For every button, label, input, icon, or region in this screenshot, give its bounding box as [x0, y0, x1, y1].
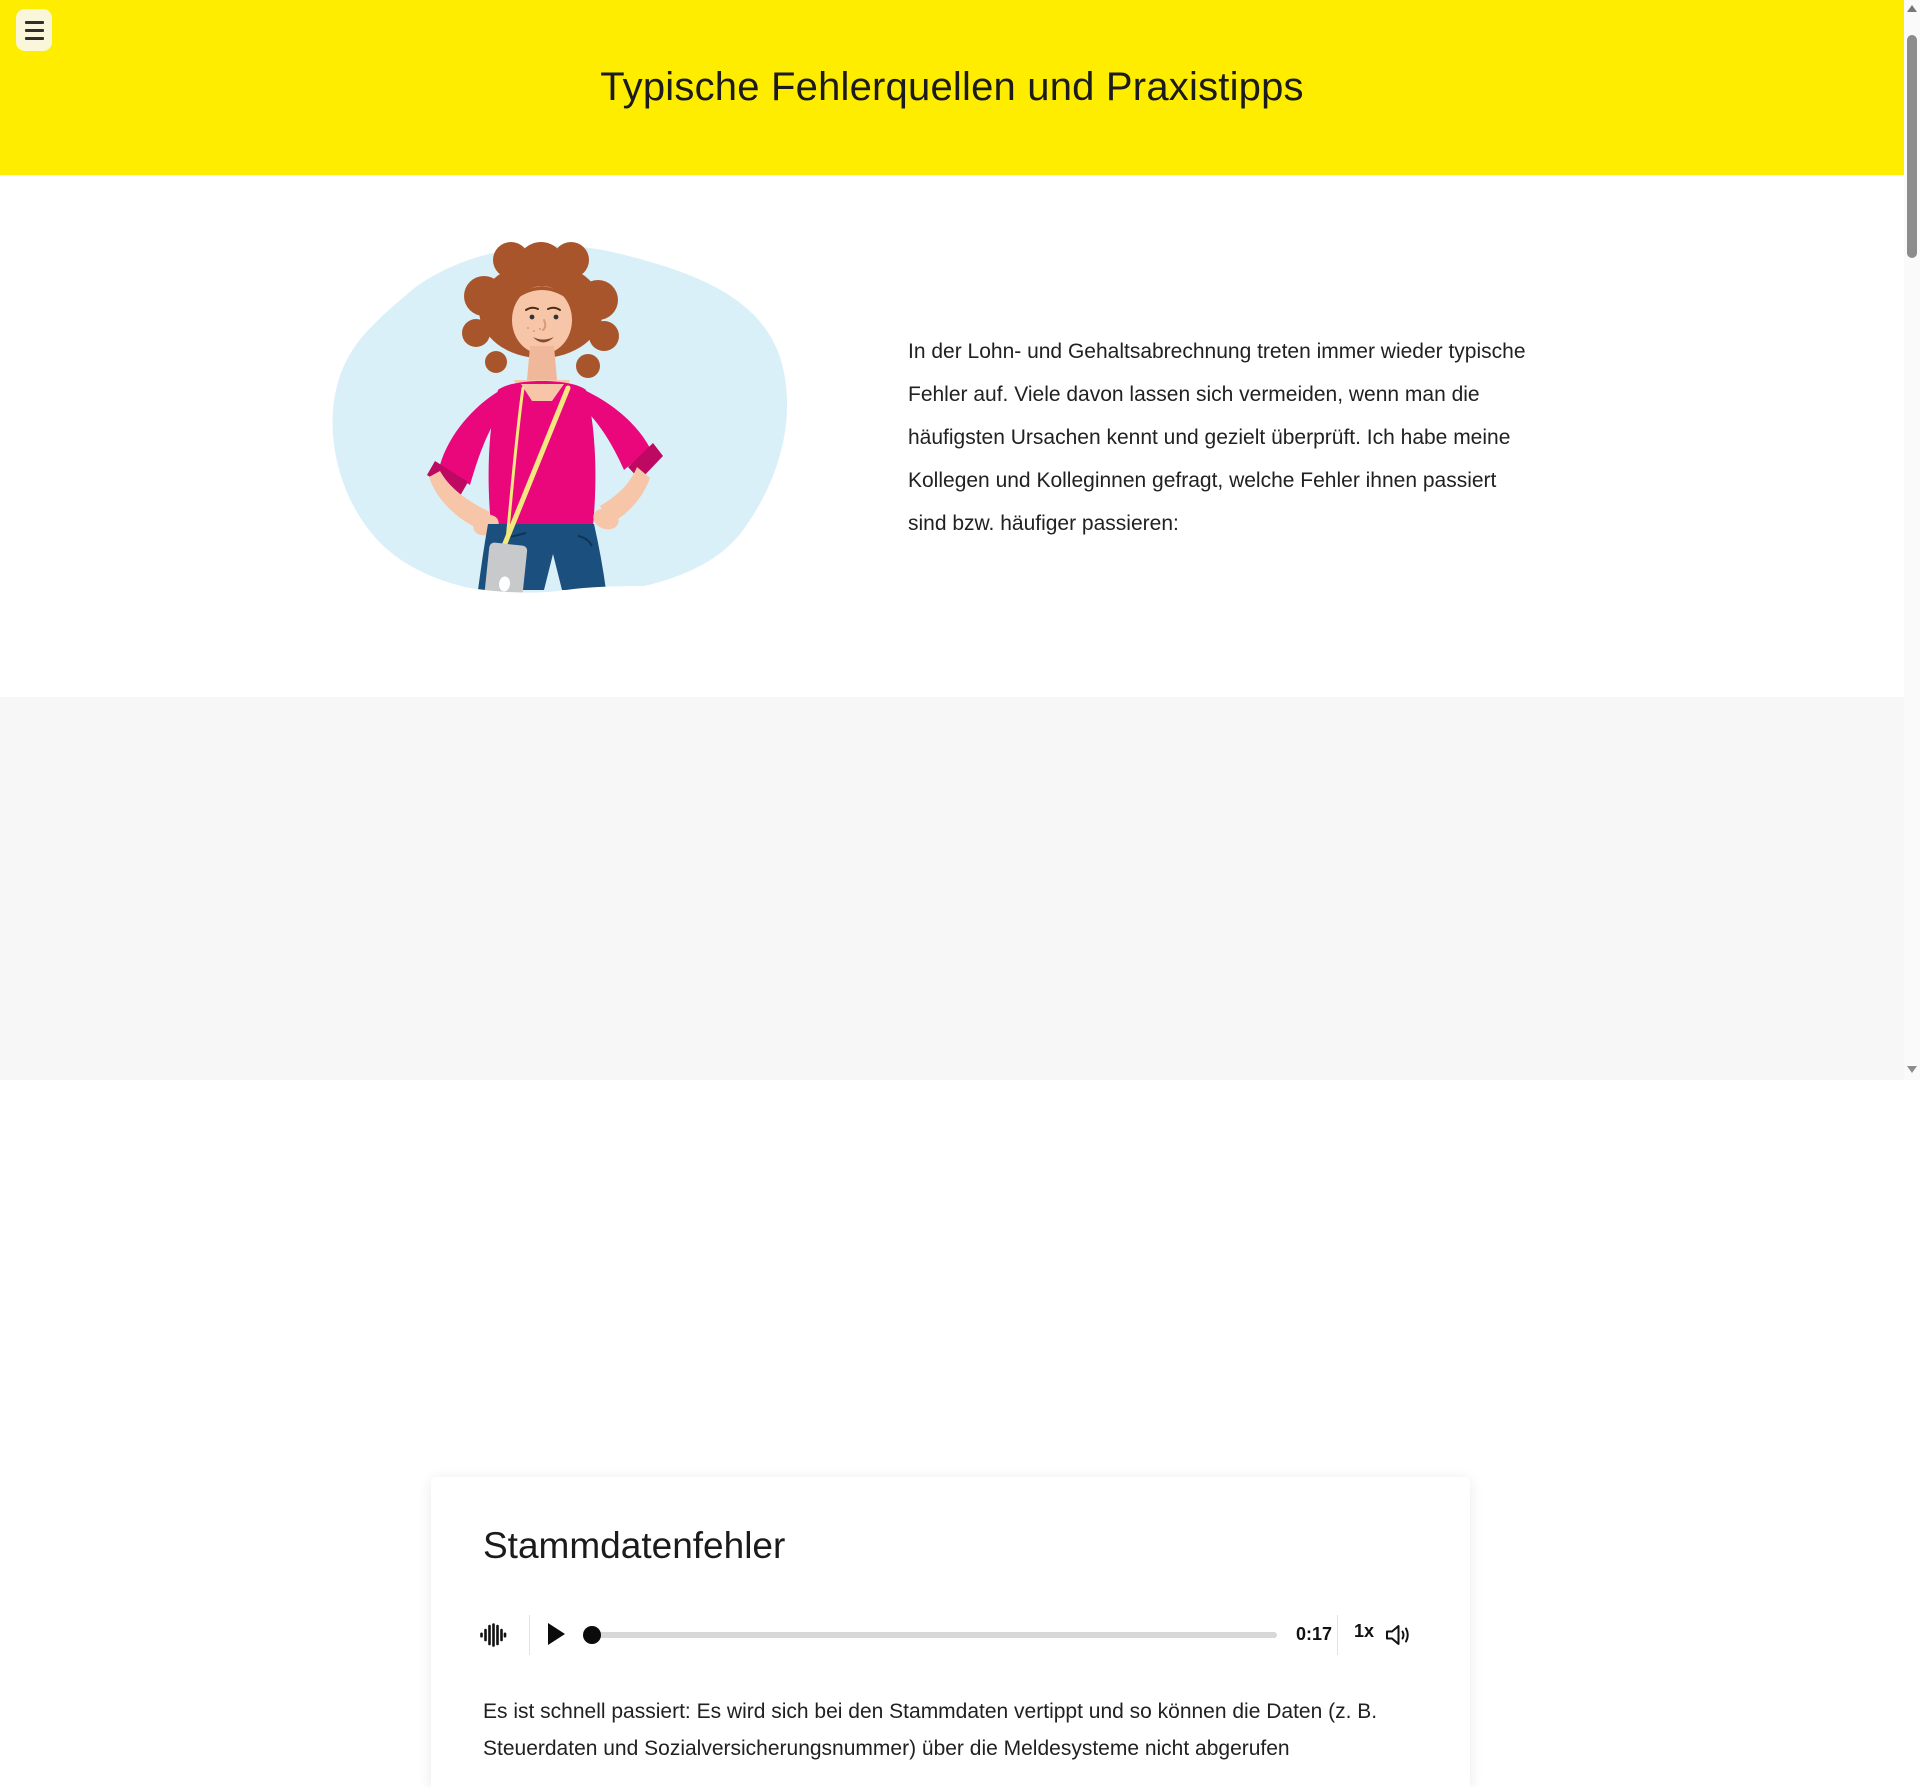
play-button[interactable] — [544, 1622, 568, 1648]
time-display: 0:17 — [1295, 1624, 1332, 1644]
speaker-icon — [1384, 1622, 1412, 1648]
waveform-icon — [480, 1623, 506, 1647]
play-icon — [546, 1622, 566, 1646]
hamburger-icon — [25, 21, 44, 24]
volume-button[interactable] — [1384, 1622, 1412, 1648]
scroll-up-arrow-icon[interactable] — [1907, 5, 1917, 12]
intro-paragraph: In der Lohn- und Gehaltsabrechnung treten immer wieder typische Fehler auf. Viele davon lassen sich vermeiden, wenn man die häufigsten Ursachen kennt und gezielt überprüft. Ich habe meine Kollegen und Kolleginnen gefragt, welche Fehler ihnen passiert sind bzw. häufiger passieren: — [908, 340, 1526, 535]
menu-button[interactable] — [16, 9, 52, 51]
scrollbar-thumb[interactable] — [1907, 35, 1917, 258]
lesson-card — [431, 1477, 1470, 1787]
divider — [1337, 1615, 1338, 1655]
neck — [527, 346, 557, 380]
woman-illustration — [316, 238, 796, 606]
header — [0, 0, 1904, 175]
content-section — [0, 697, 1904, 1760]
card-heading: Stammdatenfehler — [483, 1525, 786, 1566]
scroll-down-arrow-icon[interactable] — [1907, 1066, 1917, 1073]
scrollbar[interactable] — [1904, 0, 1920, 1080]
seek-knob[interactable] — [583, 1626, 601, 1644]
audio-player — [480, 1613, 1412, 1657]
seek-bar[interactable] — [592, 1632, 1277, 1638]
page-title: Typische Fehlerquellen und Praxistipps — [600, 65, 1304, 109]
card-paragraph: Es ist schnell passiert: Es wird sich bei den Stammdaten vertippt und so können die Daten (z. B. Steuerdaten und Sozialversicherungsnummer) über die Meldesysteme nicht abgerufen — [483, 1700, 1378, 1760]
woman-hands-on-hips-illustration — [316, 238, 796, 606]
divider — [529, 1615, 530, 1655]
playback-speed-button[interactable]: 1x — [1346, 1621, 1382, 1642]
face — [512, 286, 572, 354]
